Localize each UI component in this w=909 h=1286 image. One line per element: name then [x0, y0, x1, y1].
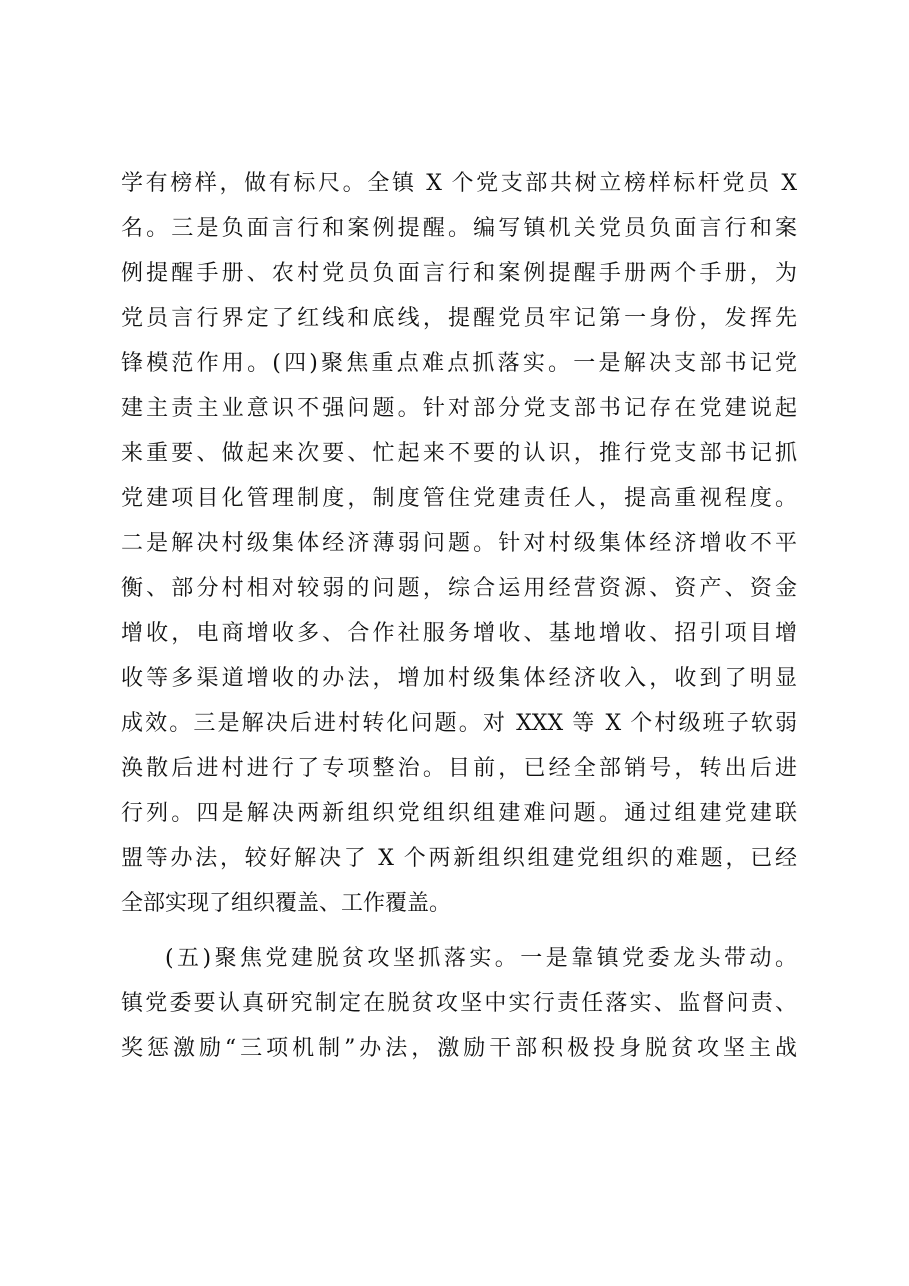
text-line-indented: (五)聚焦党建脱贫攻坚抓落实。一是靠镇党委龙头带动。 [165, 946, 797, 971]
text-line: 涣散后进村进行了专项整治。目前，已经全部销号，转出后进 [121, 756, 797, 781]
text-line: 增收，电商增收多、合作社服务增收、基地增收、招引项目增 [121, 621, 797, 646]
text-line: 成效。三是解决后进村转化问题。对 XXX 等 X 个村级班子软弱 [121, 711, 797, 736]
text-line: 名。三是负面言行和案例提醒。编写镇机关党员负面言行和案 [121, 216, 797, 241]
text-line: 例提醒手册、农村党员负面言行和案例提醒手册两个手册，为 [121, 261, 797, 286]
text-line: 盟等办法，较好解决了 X 个两新组织组建党组织的难题，已经 [121, 846, 797, 871]
text-line: 衡、部分村相对较弱的问题，综合运用经营资源、资产、资金 [121, 576, 797, 601]
text-line: 来重要、做起来次要、忙起来不要的认识，推行党支部书记抓 [121, 441, 797, 466]
text-line: 二是解决村级集体经济薄弱问题。针对村级集体经济增收不平 [121, 531, 797, 556]
text-line-paragraph-end: 全部实现了组织覆盖、工作覆盖。 [121, 891, 452, 916]
text-line: 行列。四是解决两新组织党组织组建难问题。通过组建党建联 [121, 801, 797, 826]
text-line: 锋模范作用。(四)聚焦重点难点抓落实。一是解决支部书记党 [121, 351, 797, 376]
text-line: 党员言行界定了红线和底线，提醒党员牢记第一身份，发挥先 [121, 306, 797, 331]
text-line: 收等多渠道增收的办法，增加村级集体经济收入，收到了明显 [121, 666, 797, 691]
text-line: 党建项目化管理制度，制度管住党建责任人，提高重视程度。 [121, 486, 797, 511]
text-line: 学有榜样，做有标尺。全镇 X 个党支部共树立榜样标杆党员 X [121, 171, 797, 196]
text-line: 建主责主业意识不强问题。针对部分党支部书记存在党建说起 [121, 396, 797, 421]
text-line: 镇党委要认真研究制定在脱贫攻坚中实行责任落实、监督问责、 [121, 991, 797, 1016]
text-line: 奖惩激励“三项机制”办法，激励干部积极投身脱贫攻坚主战 [121, 1036, 797, 1061]
